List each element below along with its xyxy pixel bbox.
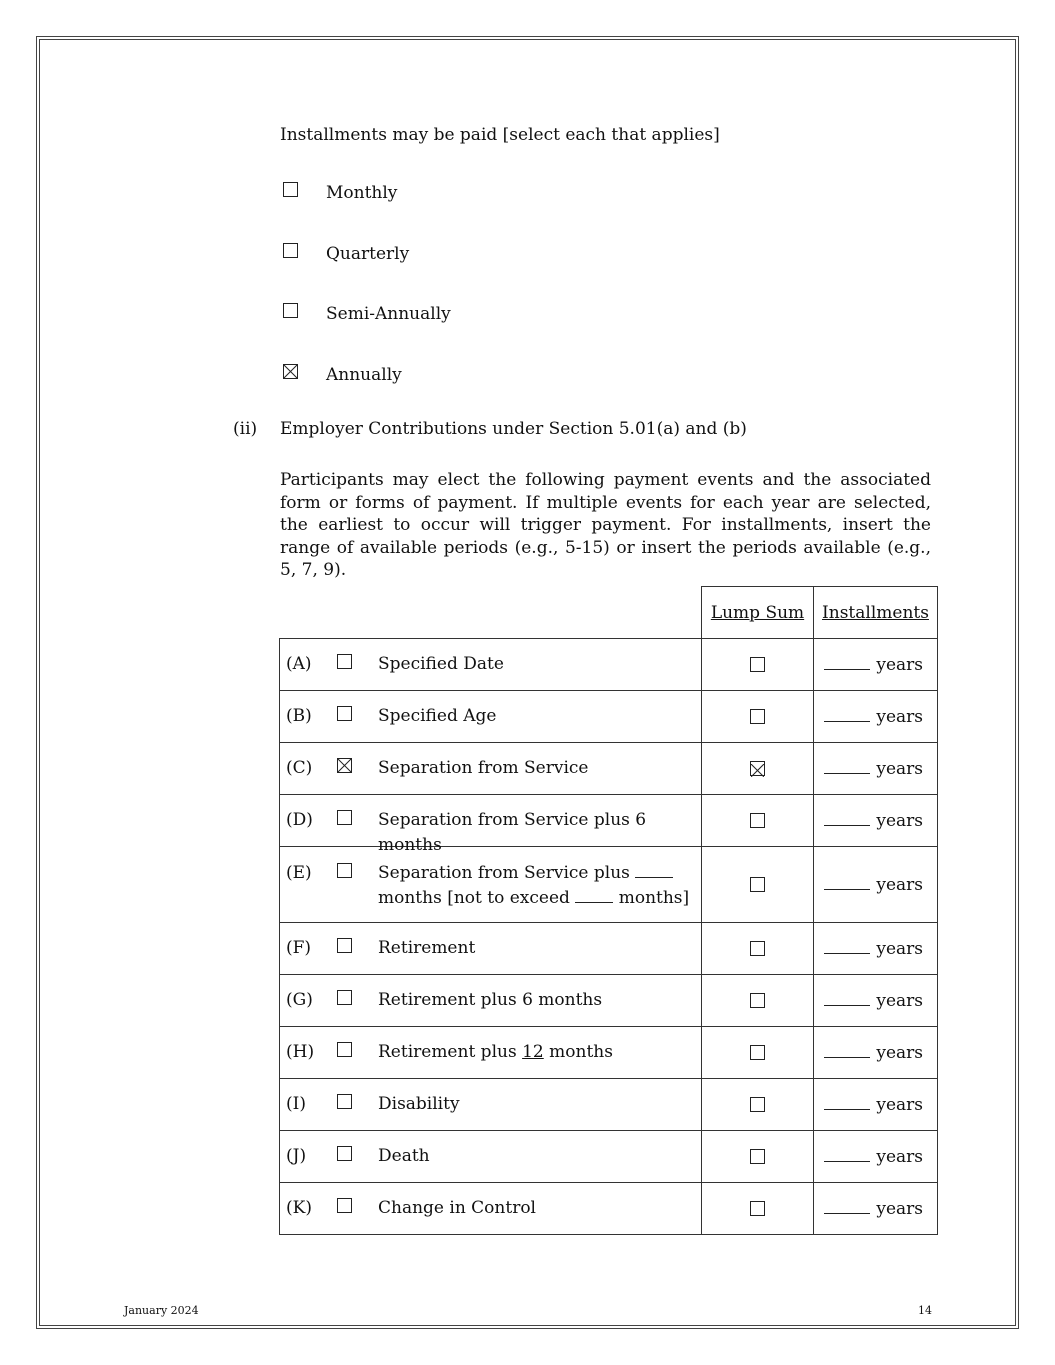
installments-cell — [814, 1027, 938, 1079]
checkbox-x-icon — [284, 365, 297, 378]
lump-sum-cell — [702, 1183, 814, 1235]
event-select-checkbox[interactable] — [337, 863, 352, 878]
checkbox-x-icon — [751, 764, 764, 777]
event-letter: (J) — [286, 1146, 307, 1166]
lump-sum-cell — [702, 975, 814, 1027]
event-letter: (K) — [286, 1198, 312, 1218]
event-select-checkbox[interactable] — [337, 1042, 352, 1057]
installment-unit: years — [876, 1042, 923, 1063]
installment-unit: years — [876, 654, 923, 675]
table-row — [280, 847, 938, 923]
installment-years-blank[interactable] — [824, 1108, 870, 1110]
lump-sum-cell — [702, 847, 814, 923]
installment-years-blank[interactable] — [824, 888, 870, 890]
lump-sum-cell — [702, 1079, 814, 1131]
installments-cell — [814, 743, 938, 795]
installment-unit: years — [876, 810, 923, 831]
installments-cell — [814, 691, 938, 743]
lump-sum-cell — [702, 691, 814, 743]
event-letter: (C) — [286, 758, 313, 778]
event-select-checkbox[interactable] — [337, 938, 352, 953]
table-row — [280, 795, 938, 847]
event-select-checkbox[interactable] — [337, 654, 352, 669]
checkbox-x-icon — [338, 759, 351, 772]
event-label: Specified Age — [378, 706, 497, 726]
event-letter: (D) — [286, 810, 313, 830]
event-select-checkbox[interactable] — [337, 758, 352, 773]
lump-sum-checkbox[interactable] — [750, 657, 765, 672]
event-letter: (A) — [286, 654, 312, 674]
lump-sum-checkbox[interactable] — [750, 1149, 765, 1164]
event-cell — [280, 923, 702, 975]
event-select-checkbox[interactable] — [337, 1198, 352, 1213]
event-label: Separation from Service plus 6 months — [378, 810, 647, 855]
table-row — [280, 1131, 938, 1183]
installment-unit: years — [876, 1094, 923, 1115]
event-label: Retirement — [378, 938, 476, 958]
event-cell — [280, 743, 702, 795]
installment-unit: years — [876, 874, 923, 895]
footer-date: January 2024 — [124, 1304, 199, 1317]
installment-years-blank[interactable] — [824, 720, 870, 722]
event-select-checkbox[interactable] — [337, 810, 352, 825]
event-label-suffix: months — [549, 1042, 613, 1062]
table-row — [280, 1027, 938, 1079]
event-cell — [280, 975, 702, 1027]
lump-sum-cell — [702, 923, 814, 975]
event-label-line1: Separation from Service plus — [378, 863, 630, 883]
event-letter: (B) — [286, 706, 312, 726]
event-label: Separation from Service — [378, 758, 589, 778]
lump-sum-cell — [702, 743, 814, 795]
lump-sum-checkbox[interactable] — [750, 877, 765, 892]
semi-annually-label: Semi-Annually — [326, 304, 451, 324]
lump-sum-checkbox[interactable] — [750, 813, 765, 828]
event-label-number: 12 — [522, 1042, 544, 1062]
section-title: Employer Contributions under Section 5.01(a) and (b) — [280, 419, 747, 439]
lump-sum-checkbox[interactable] — [750, 709, 765, 724]
event-cell — [280, 1079, 702, 1131]
event-cell — [280, 639, 702, 691]
installment-years-blank[interactable] — [824, 1004, 870, 1006]
installments-cell — [814, 1131, 938, 1183]
monthly-checkbox[interactable] — [283, 182, 298, 197]
event-cell — [280, 1027, 702, 1079]
table-row — [280, 691, 938, 743]
lump-sum-cell — [702, 795, 814, 847]
installment-years-blank[interactable] — [824, 772, 870, 774]
quarterly-checkbox[interactable] — [283, 243, 298, 258]
lump-sum-cell — [702, 639, 814, 691]
installment-years-blank[interactable] — [824, 668, 870, 670]
quarterly-label: Quarterly — [326, 244, 410, 264]
installments-cell — [814, 923, 938, 975]
lump-sum-header: Lump Sum — [702, 587, 814, 639]
event-label: Disability — [378, 1094, 460, 1114]
table-row — [280, 975, 938, 1027]
installment-unit: years — [876, 706, 923, 727]
lump-sum-checkbox[interactable] — [750, 761, 765, 776]
table-header-row — [280, 587, 938, 639]
section-number: (ii) — [233, 419, 258, 439]
installment-unit: years — [876, 990, 923, 1011]
months-blank[interactable] — [635, 876, 673, 878]
installment-unit: years — [876, 1198, 923, 1219]
installment-years-blank[interactable] — [824, 1212, 870, 1214]
installment-years-blank[interactable] — [824, 952, 870, 954]
installment-years-blank[interactable] — [824, 824, 870, 826]
table-row — [280, 743, 938, 795]
lump-sum-checkbox[interactable] — [750, 1201, 765, 1216]
event-label-line2-prefix: months [not to exceed — [378, 888, 570, 908]
installments-cell — [814, 847, 938, 923]
event-label: Retirement plus 6 months — [378, 990, 603, 1010]
lump-sum-checkbox[interactable] — [750, 1097, 765, 1112]
installment-unit: years — [876, 1146, 923, 1167]
installments-cell — [814, 1183, 938, 1235]
installments-header: Installments — [814, 587, 938, 639]
lump-sum-cell — [702, 1131, 814, 1183]
event-select-checkbox[interactable] — [337, 1146, 352, 1161]
event-label-line2-suffix: months] — [618, 888, 690, 908]
event-cell — [280, 795, 702, 855]
event-label — [378, 1040, 613, 1065]
annually-label: Annually — [326, 365, 402, 385]
event-label — [378, 861, 689, 911]
payment-events-table — [279, 586, 938, 1235]
installments-cell — [814, 975, 938, 1027]
event-select-checkbox[interactable] — [337, 990, 352, 1005]
annually-checkbox[interactable] — [283, 364, 298, 379]
event-cell — [280, 847, 702, 923]
table-row — [280, 639, 938, 691]
table-row — [280, 1183, 938, 1235]
table-row — [280, 1079, 938, 1131]
event-cell — [280, 691, 702, 743]
lump-sum-checkbox[interactable] — [750, 993, 765, 1008]
installments-cell — [814, 1079, 938, 1131]
semi-annually-checkbox[interactable] — [283, 303, 298, 318]
installment-years-blank[interactable] — [824, 1160, 870, 1162]
max-months-blank[interactable] — [575, 901, 613, 903]
event-letter: (H) — [286, 1042, 315, 1062]
event-letter: (I) — [286, 1094, 306, 1114]
installments-cell — [814, 795, 938, 847]
event-letter: (F) — [286, 938, 312, 958]
installment-unit: years — [876, 938, 923, 959]
installment-unit: years — [876, 758, 923, 779]
event-letter: (G) — [286, 990, 313, 1010]
installments-intro: Installments may be paid [select each that applies] — [280, 125, 720, 145]
event-label: Change in Control — [378, 1198, 536, 1218]
header-blank — [280, 587, 702, 639]
event-label: Death — [378, 1146, 430, 1166]
monthly-label: Monthly — [326, 183, 398, 203]
installments-cell — [814, 639, 938, 691]
event-letter: (E) — [286, 863, 312, 883]
lump-sum-checkbox[interactable] — [750, 1045, 765, 1060]
event-cell — [280, 1183, 702, 1235]
lump-sum-checkbox[interactable] — [750, 941, 765, 956]
event-label: Specified Date — [378, 654, 504, 674]
footer-page-number: 14 — [918, 1304, 932, 1317]
event-select-checkbox[interactable] — [337, 1094, 352, 1109]
event-label-prefix: Retirement plus — [378, 1042, 517, 1062]
installment-years-blank[interactable] — [824, 1056, 870, 1058]
section-paragraph: Participants may elect the following payment events and the associated form or forms of payment. If multiple events for each year are selected, the earliest to occur will trigger payment. For installments, insert the range of available periods (e.g., 5-15) or insert the periods available (e.g., 5, 7, 9). — [280, 470, 931, 580]
table-row — [280, 923, 938, 975]
lump-sum-cell — [702, 1027, 814, 1079]
event-select-checkbox[interactable] — [337, 706, 352, 721]
event-cell — [280, 1131, 702, 1183]
